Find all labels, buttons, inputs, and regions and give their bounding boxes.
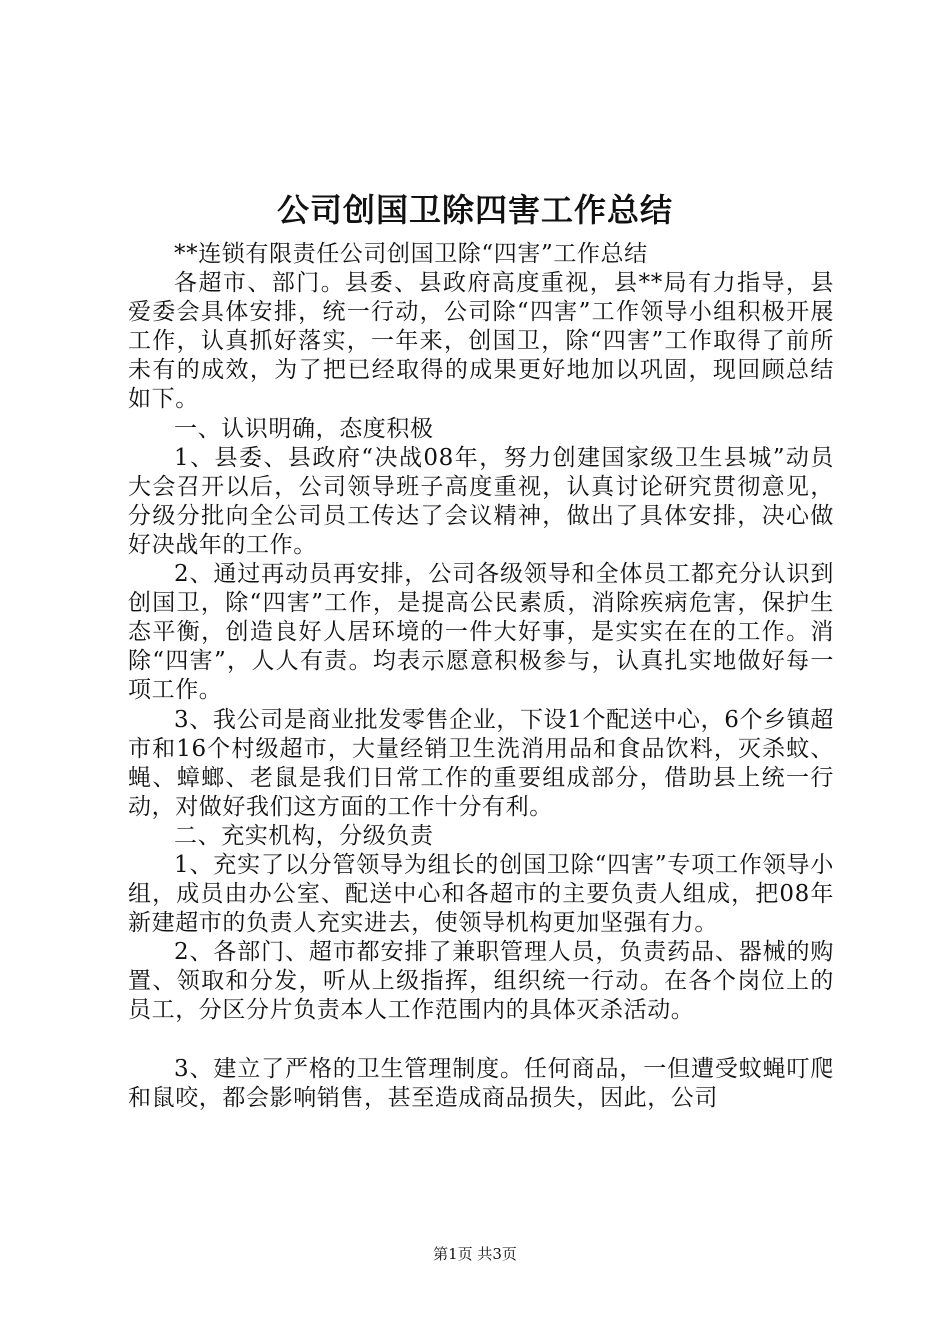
document-title: 公司创国卫除四害工作总结 bbox=[276, 191, 673, 229]
paragraph-1-2: 2、通过再动员再安排，公司各级领导和全体员工都充分认识到创国卫，除“四害”工作，是提高公民素质，消除疾病危害，保护生态平衡，创造良好人居环境的一件大好事，是实实在在的工作。消除“四害”，人人有责。均表示愿意积极参与，认真扎实地做好每一项工作。 bbox=[128, 561, 834, 704]
section-heading-2: 二、充实机构，分级负责 bbox=[174, 822, 434, 849]
page-footer: 第1页 共3页 bbox=[433, 1245, 517, 1263]
paragraph-2-3: 3、建立了严格的卫生管理制度。任何商品，一但遭受蚊蝇叮爬和鼠咬，都会影响销售，甚至造成商品损失，因此，公司 bbox=[128, 1055, 834, 1111]
paragraph-subtitle: **连锁有限责任公司创国卫除“四害”工作总结 bbox=[174, 241, 648, 267]
paragraph-2-2: 2、各部门、超市都安排了兼职管理人员，负责药品、器械的购置、领取和分发，听从上级指挥，组织统一行动。在各个岗位上的员工，分区分片负责本人工作范围内的具体灭杀活动。 bbox=[128, 939, 834, 1024]
paragraph-1-1: 1、县委、县政府“决战08年，努力创建国家级卫生县城”动员大会召开以后，公司领导班子高度重视，认真讨论研究贯彻意见，分级分批向全公司员工传达了会议精神，做出了具体安排，决心做好决战年的工作。 bbox=[128, 444, 834, 558]
paragraph-1-3: 3、我公司是商业批发零售企业，下设1个配送中心，6个乡镇超市和16个村级超市，大量经销卫生洗消用品和食品饮料，灭杀蚊、蝇、蟑螂、老鼠是我们日常工作的重要组成部分，借助县上统一行动，对做好我们这方面的工作十分有利。 bbox=[128, 706, 834, 820]
paragraph-intro: 各超市、部门。县委、县政府高度重视，县**局有力指导，县爱委会具体安排，统一行动，公司除“四害”工作领导小组积极开展工作，认真抓好落实，一年来，创国卫，除“四害”工作取得了前所未有的成效，为了把已经取得的成果更好地加以巩固，现回顾总结如下。 bbox=[128, 270, 834, 413]
section-heading-1: 一、认识明确，态度积极 bbox=[174, 415, 434, 442]
document-body bbox=[128, 240, 834, 1113]
paragraph-2-1: 1、充实了以分管领导为组长的创国卫除“四害”专项工作领导小组，成员由办公室、配送中心和各超市的主要负责人组成，把08年新建超市的负责人充实进去，使领导机构更加坚强有力。 bbox=[128, 851, 834, 937]
